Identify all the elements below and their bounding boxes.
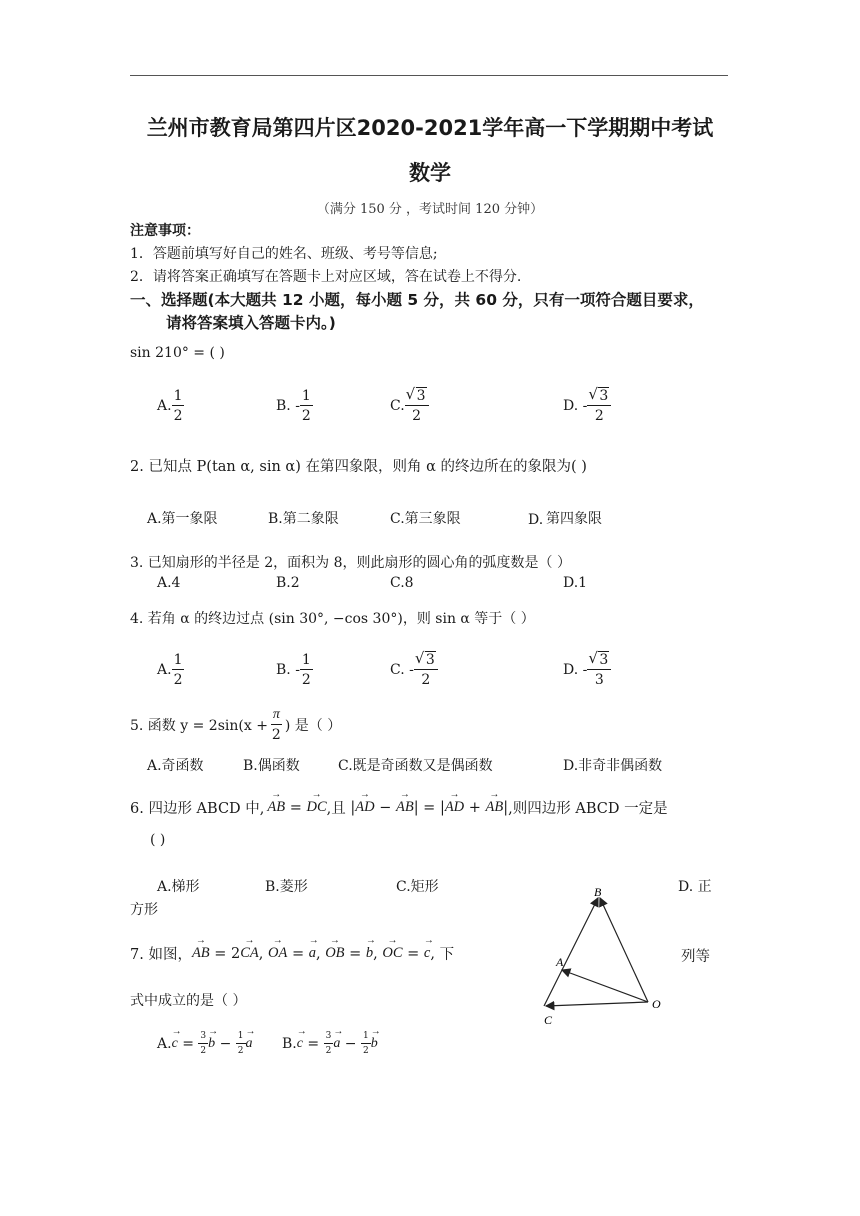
q3-option-c: C.8 (390, 575, 414, 591)
q5-option-b: B.偶函数 (243, 758, 300, 774)
question-5: 5. 函数 y = 2sin(x + $\frac{\pi}{2}$ ) 是（ ） (130, 707, 342, 743)
q1-option-b: B. - $\frac{1}{2}$ (276, 388, 311, 424)
q1-option-d: D. - √ $\frac{3}{2}$ (563, 389, 611, 423)
q1-option-a: A. $\frac{1}{2}$ (157, 388, 183, 424)
vector-ab-line (544, 898, 598, 1006)
q4-option-b: B. - $\frac{1}{2}$ (276, 652, 311, 688)
q4-option-a: A. $\frac{1}{2}$ (157, 652, 183, 688)
q5-option-a: A.奇函数 (147, 758, 204, 774)
question-7-line2: 式中成立的是（ ） (130, 993, 247, 1009)
exam-title: 兰州市教育局第四片区2020-2021学年高一下学期期中考试 (146, 116, 714, 140)
label-a: A (556, 955, 564, 969)
q2-option-d-letter: D. (528, 512, 544, 528)
label-b: B (594, 885, 602, 899)
question-3: 3. 已知扇形的半径是 2，面积为 8，则此扇形的圆心角的弧度数是（ ） (130, 555, 571, 571)
q2-option-c: C.第三象限 (390, 511, 461, 527)
question-1: sin 210° = ( ) (130, 345, 225, 361)
q6-option-d-cont: 方形 (130, 902, 158, 918)
q6-option-c: C.矩形 (396, 879, 439, 895)
question-2: 2. 已知点 P(tan α, sin α) 在第四象限，则角 α 的终边所在的象限为( ) (130, 459, 587, 475)
question-6: 6. 四边形 ABCD 中, → AB = → DC ,且 | → AD − → AB | = | → AD + → AB | ,则四边形 ABCD 一定是 (130, 797, 668, 818)
q5-option-d: D.非奇非偶函数 (563, 758, 663, 774)
subject-title: 数学 (409, 161, 451, 185)
note-item-2: 2．请将答案正确填写在答题卡上对应区域，答在试卷上不得分. (130, 269, 522, 285)
q3-option-b: B.2 (276, 575, 300, 591)
q6-option-d: D. 正 (678, 879, 712, 895)
exam-info: （满分 150 分 ，考试时间 120 分钟） (316, 202, 544, 217)
q7-option-a: A. → c = $\frac{3}{2}$ → b − $\frac{1}{2}$ → a (157, 1032, 253, 1056)
section-heading: 一、选择题(本大题共 12 小题，每小题 5 分，共 60 分，只有一项符合题目要求， (130, 291, 704, 309)
q3-option-a: A.4 (157, 575, 181, 591)
top-rule (130, 75, 728, 76)
label-o: O (652, 997, 661, 1011)
q4-option-d: D. - √ $\frac{3}{3}$ (563, 653, 611, 687)
q1-option-c: C. √ $\frac{3}{2}$ (390, 389, 429, 423)
q6-answer-paren: ( ) (150, 832, 166, 848)
vector-oc-line (546, 1002, 648, 1006)
label-c: C (544, 1013, 553, 1027)
notes-heading: 注意事项： (130, 223, 200, 239)
q7-option-b: B. → c = $\frac{3}{2}$ → a − $\frac{1}{2}$ → b (282, 1032, 378, 1056)
q2-option-b: B.第二象限 (268, 511, 339, 527)
triangle-figure (530, 880, 680, 1030)
q3-option-d: D.1 (563, 575, 588, 591)
q2-option-a: A.第一象限 (147, 511, 218, 527)
note-item-1: 1．答题前填写好自己的姓名、班级、考号等信息; (130, 246, 438, 262)
q6-option-a: A.梯形 (157, 879, 200, 895)
q6-option-b: B.菱形 (265, 879, 308, 895)
question-7: 7. 如图， → AB = 2 → CA , → OA = → a , → OB = → b , → OC = → c , 下 (130, 943, 454, 964)
q5-option-c: C.既是奇函数又是偶函数 (338, 758, 493, 774)
q4-option-c: C. - √ $\frac{3}{2}$ (390, 653, 438, 687)
section-heading-cont: 请将答案填入答题卡内。) (166, 314, 336, 332)
question-4: 4. 若角 α 的终边过点 (sin 30°, −cos 30°)，则 sin α 等于（ ） (130, 611, 535, 627)
question-7-cont: 列等 (681, 949, 710, 965)
q2-option-d: 第四象限 (546, 511, 602, 527)
